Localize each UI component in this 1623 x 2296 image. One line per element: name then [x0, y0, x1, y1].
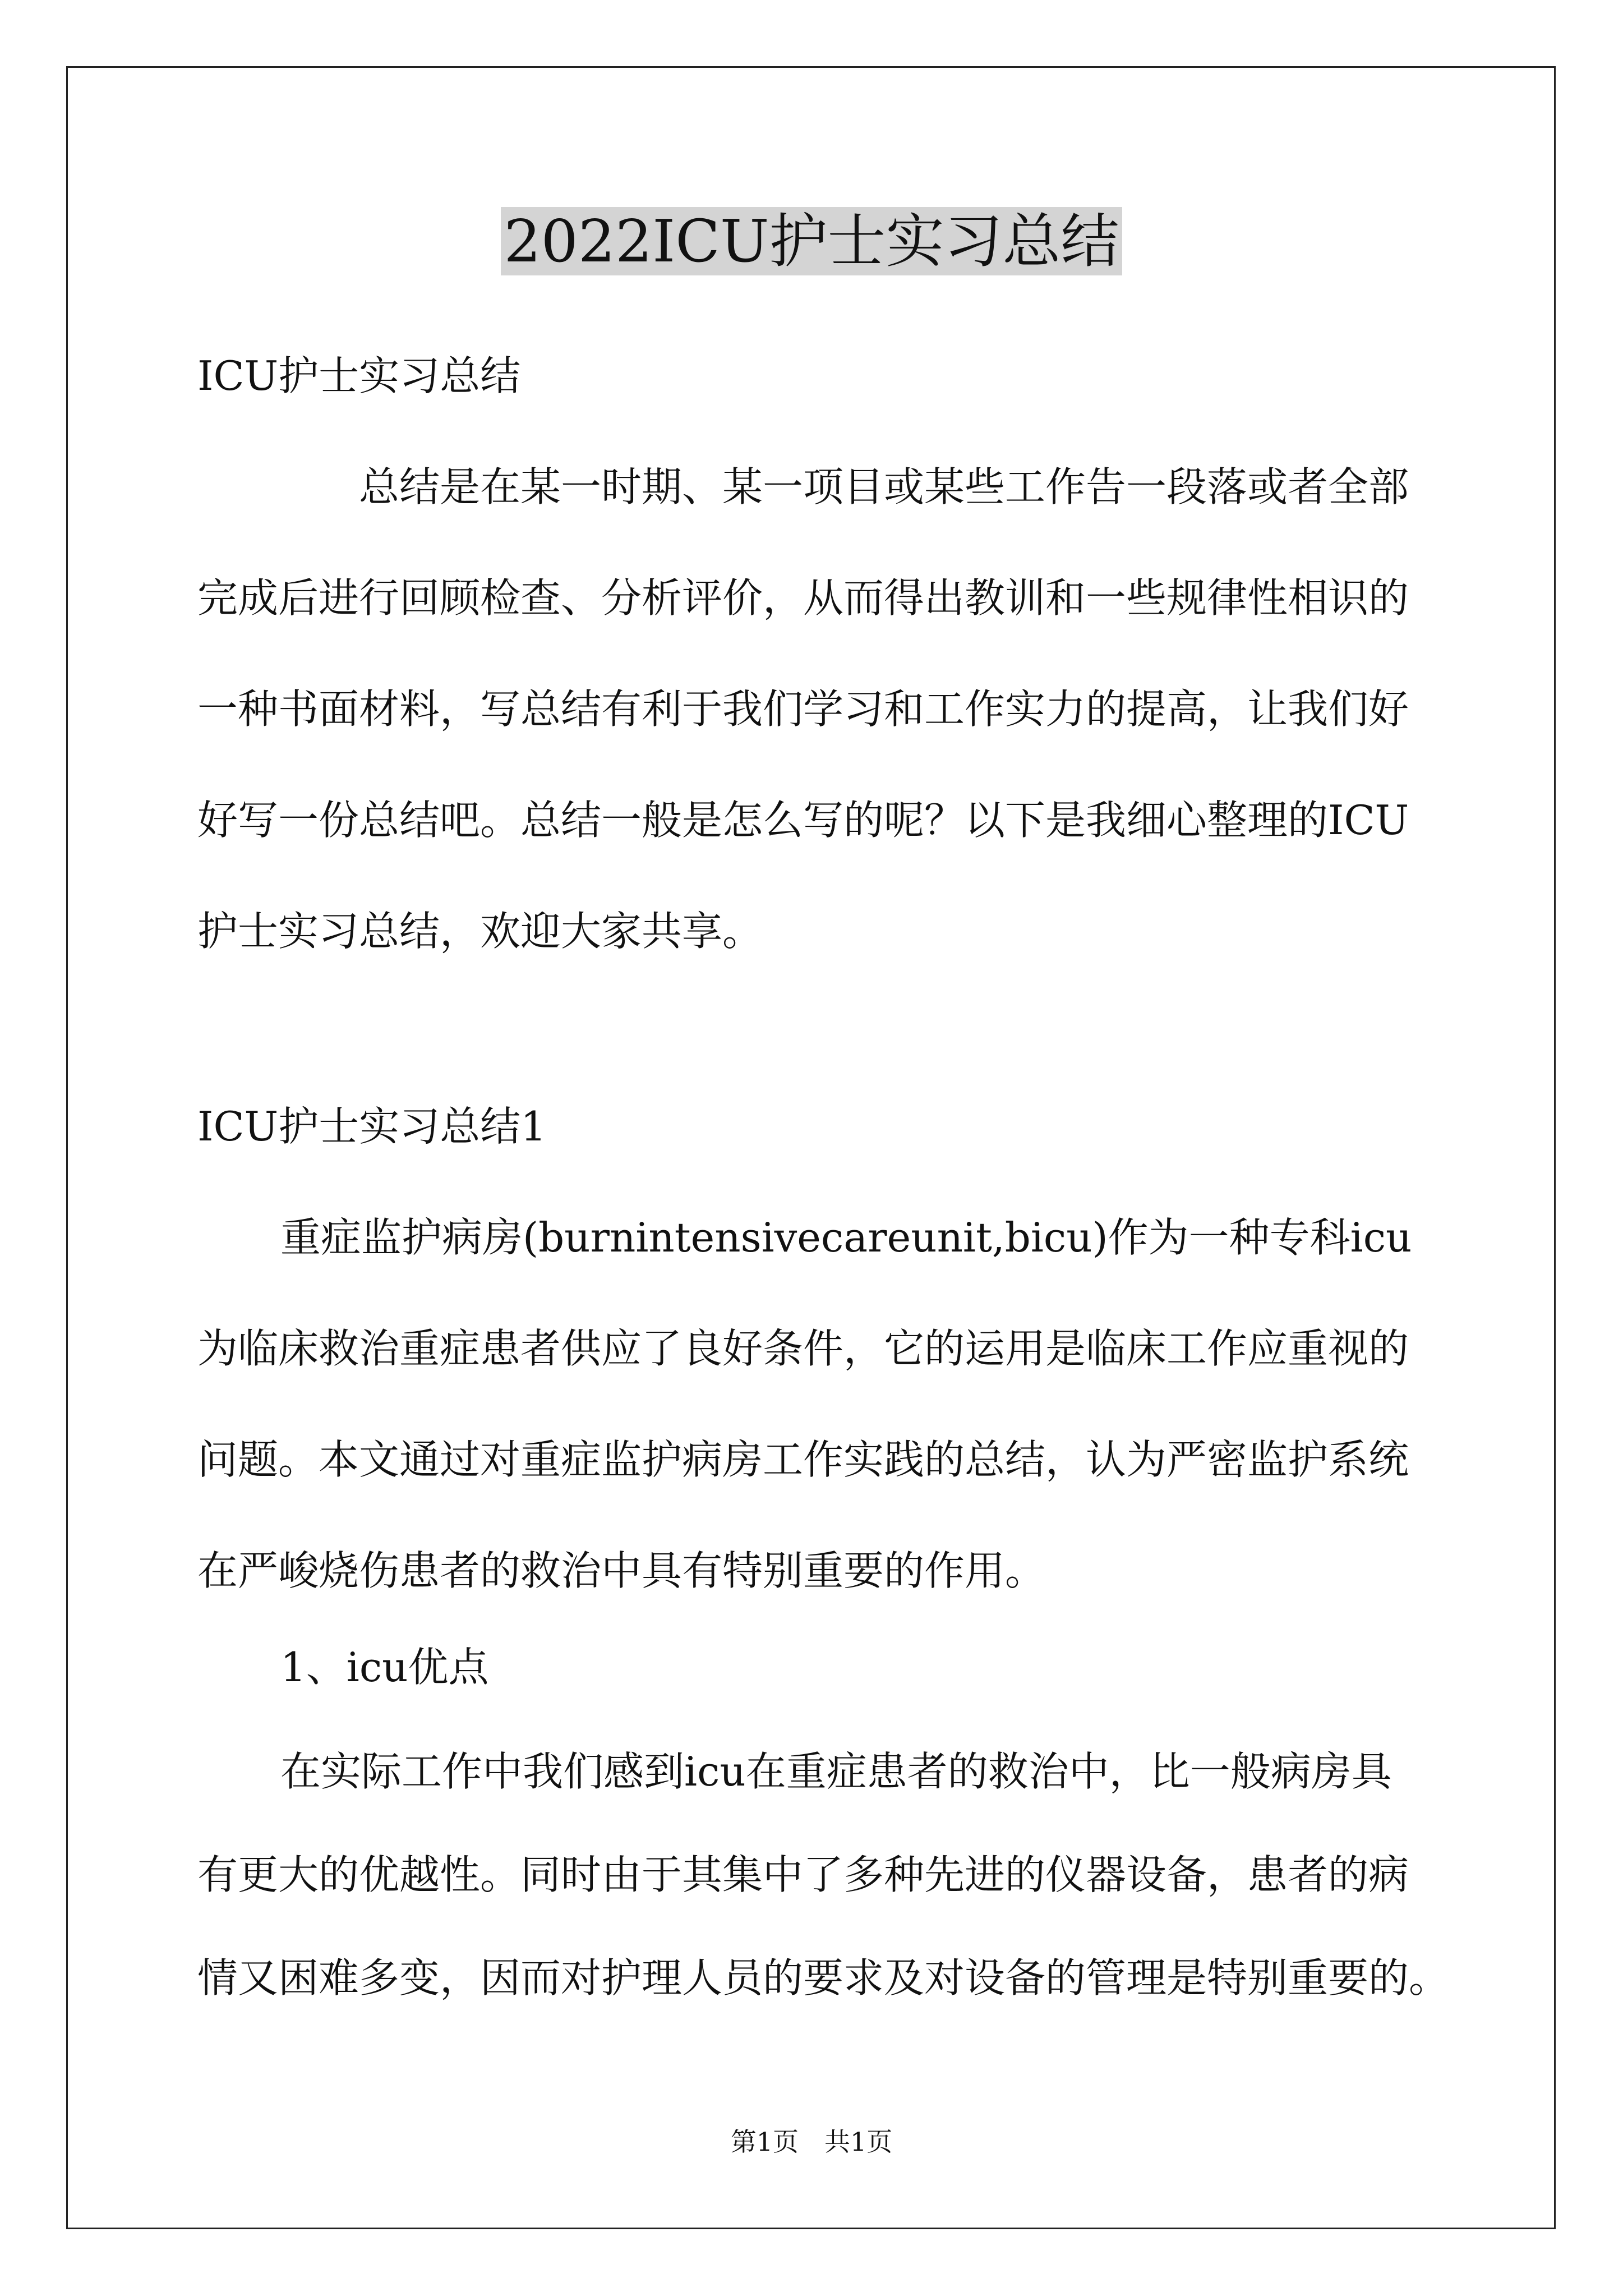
document-title: 2022ICU护士实习总结 — [0, 202, 1623, 280]
intro-line: 护士实习总结，欢迎大家共享。 — [197, 908, 763, 955]
section-line: 重症监护病房(burnintensivecareunit,bicu)作为一种专科icu — [280, 1214, 1412, 1261]
section-line: 问题。本文通过对重症监护病房工作实践的总结，认为严密监护系统 — [197, 1436, 1409, 1483]
item-line: 情又困难多变，因而对护理人员的要求及对设备的管理是特别重要的。 — [197, 1954, 1450, 2001]
item-heading: 1、icu优点 — [280, 1644, 489, 1691]
intro-line: 总结是在某一时期、某一项目或某些工作告一段落或者全部 — [359, 463, 1409, 510]
intro-line: 完成后进行回顾检查、分析评价，从而得出教训和一些规律性相识的 — [197, 574, 1409, 622]
intro-line: 好写一份总结吧。总结一般是怎么写的呢？以下是我细心整理的ICU — [197, 797, 1409, 844]
subtitle: ICU护士实习总结 — [197, 352, 521, 399]
section-heading: ICU护士实习总结1 — [197, 1103, 547, 1150]
section-line: 为临床救治重症患者供应了良好条件，它的运用是临床工作应重视的 — [197, 1325, 1409, 1372]
item-line: 有更大的优越性。同时由于其集中了多种先进的仪器设备，患者的病 — [197, 1851, 1409, 1898]
intro-line: 一种书面材料，写总结有利于我们学习和工作实力的提高，让我们好 — [197, 685, 1409, 733]
section-line: 在严峻烧伤患者的救治中具有特别重要的作用。 — [197, 1547, 1046, 1594]
item-line: 在实际工作中我们感到icu在重症患者的救治中，比一般病房具 — [280, 1748, 1392, 1795]
page-footer: 第1页 共1页 — [730, 2127, 893, 2157]
